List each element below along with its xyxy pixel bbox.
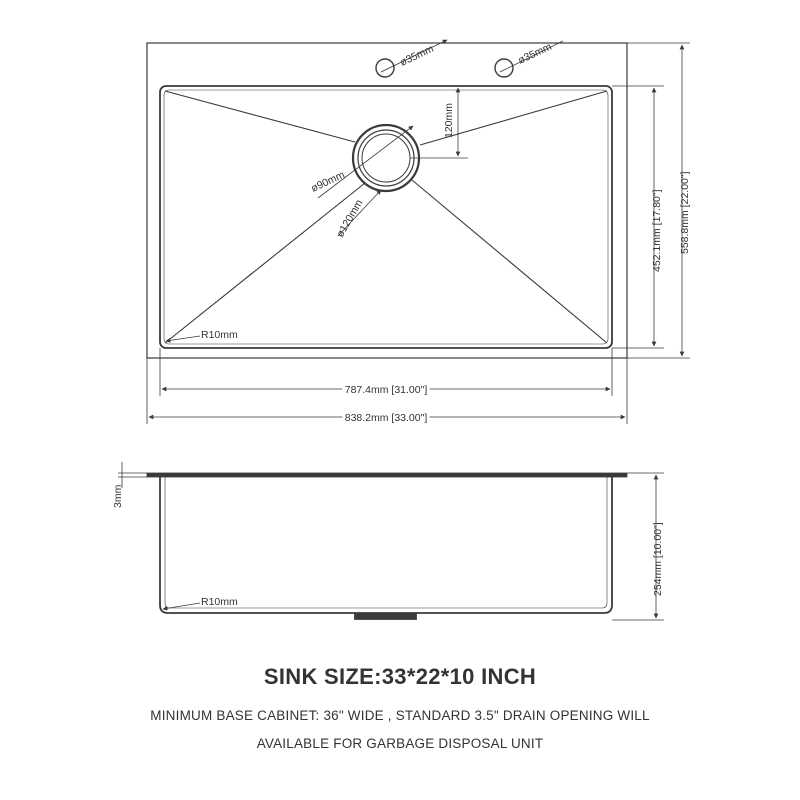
- side-rim-plate: [147, 473, 627, 477]
- top-view: [147, 40, 627, 358]
- drain-offset-label: 120mm: [443, 102, 455, 138]
- hole-right-label: ø35mm: [516, 40, 554, 67]
- side-bowl-body: [160, 477, 612, 613]
- drain-mid-ring: [358, 130, 414, 186]
- drain-outer-ring: [353, 125, 419, 191]
- side-view-labels: [112, 484, 664, 608]
- side-view-dimensions: [118, 462, 664, 620]
- drain-inner-leader: [318, 126, 413, 198]
- hole-left-label: ø35mm: [398, 42, 436, 69]
- slope-line-bottom-left: [165, 183, 365, 343]
- drain-inner-label: ø90mm: [309, 168, 347, 195]
- side-depth-label: 254mm [10.00"]: [652, 522, 664, 596]
- cabinet-note-line-1: MINIMUM BASE CABINET: 36" WIDE , STANDARD 3.5" DRAIN OPENING WILL: [150, 708, 650, 723]
- side-bowl-inner-line: [165, 477, 607, 608]
- bowl-depth-label: 452.1mm [17.80"]: [651, 189, 663, 272]
- corner-radius-label: R10mm: [201, 329, 238, 341]
- slope-line-top-left: [165, 91, 355, 142]
- bowl-width-label: 787.4mm [31.00"]: [344, 384, 428, 396]
- overall-depth-label: 558.8mm [22.00"]: [679, 171, 691, 254]
- rim-thickness-label: 3mm: [112, 484, 124, 508]
- sink-bowl-inner-line: [164, 90, 608, 344]
- slope-line-bottom-right: [412, 180, 607, 343]
- faucet-hole-right: [495, 59, 513, 77]
- drain-inner-ring: [362, 134, 410, 182]
- top-view-dimensions: [147, 40, 690, 424]
- sink-size-title: SINK SIZE:33*22*10 INCH: [263, 664, 537, 689]
- overall-width-label: 838.2mm [33.00"]: [344, 412, 428, 424]
- faucet-hole-left: [376, 59, 394, 77]
- side-drain-stub: [355, 613, 416, 619]
- cabinet-note-line-2: AVAILABLE FOR GARBAGE DISPOSAL UNIT: [256, 736, 544, 751]
- top-view-labels: [201, 41, 691, 424]
- drain-outer-label: ø120mm: [334, 197, 366, 240]
- side-radius-label: R10mm: [201, 596, 238, 608]
